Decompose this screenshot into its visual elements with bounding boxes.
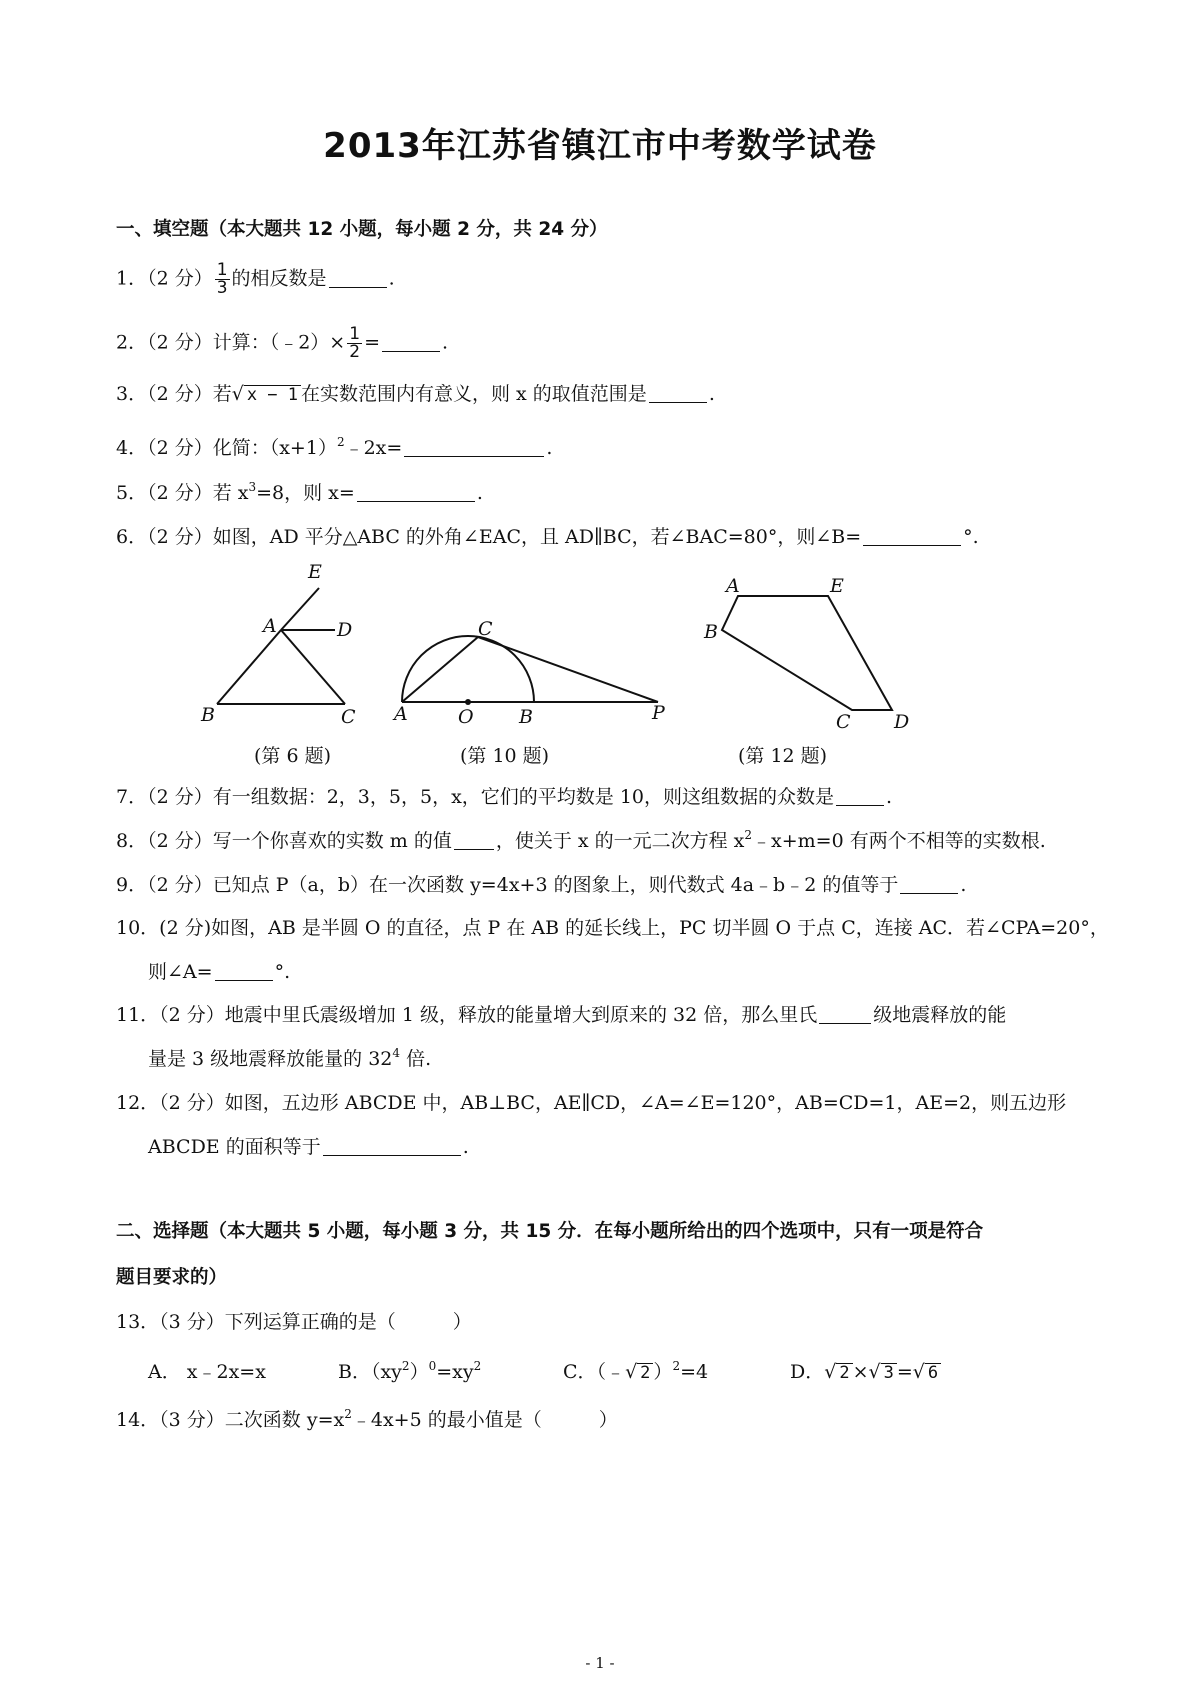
q6-degree: °.	[963, 526, 979, 548]
page-title: 2013年江苏省镇江市中考数学试卷	[323, 126, 877, 166]
label-a: A	[726, 575, 740, 597]
q4-text: ﹣2x=	[344, 437, 403, 459]
q13-option-a[interactable]: A． x﹣2x=x	[148, 1361, 266, 1383]
q9-answer-blank[interactable]	[900, 875, 958, 894]
label-c: C	[836, 711, 851, 733]
q10-answer-blank[interactable]	[215, 962, 273, 981]
q3-radicand: x − 1	[244, 385, 301, 404]
q1-answer-blank[interactable]	[329, 269, 387, 288]
section-2-heading-line-2: 题目要求的）	[116, 1267, 228, 1288]
q4-answer-blank[interactable]	[404, 438, 544, 457]
question-6	[116, 525, 979, 549]
q13-c-exponent: 2	[672, 1359, 681, 1373]
label-b: B	[704, 621, 718, 643]
q1-text: 的相反数是	[231, 267, 327, 290]
q8-prefix: 8．（2 分）写一个你喜欢的实数 m 的值	[116, 830, 452, 852]
q2-prefix: 2．（2 分）计算：（﹣2）×	[116, 331, 346, 354]
label-b: B	[519, 706, 533, 728]
q14-exponent: 2	[344, 1407, 352, 1421]
q6-text: 6．（2 分）如图，AD 平分△ABC 的外角∠EAC，且 AD∥BC，若∠BAC=80°，则∠B=	[116, 526, 862, 548]
q13-b-exp1: 2	[401, 1359, 410, 1373]
q13-option-b[interactable]	[338, 1357, 481, 1384]
label-c: C	[478, 618, 493, 640]
q13-d-radicand-1: 2	[836, 1363, 852, 1382]
q13-d-times: ×	[852, 1361, 869, 1383]
section-2-heading-line-1: 二、选择题（本大题共 5 小题，每小题 3 分，共 15 分．在每小题所给出的四个选项中，只有一项是符合	[116, 1221, 984, 1242]
q5-text: =8，则 x=	[256, 482, 355, 504]
q11-answer-blank[interactable]	[819, 1005, 871, 1024]
label-d: D	[337, 619, 353, 641]
q10-degree: °.	[274, 961, 291, 983]
q12-answer-blank[interactable]	[323, 1137, 461, 1156]
question-11-line-1	[116, 1003, 1006, 1027]
question-9: 9．（2 分）已知点 P（a，b）在一次函数 y=4x+3 的图象上，则代数式 4a﹣b﹣2 的值等于 .	[116, 874, 967, 896]
q1-fraction	[215, 262, 230, 297]
q8-text-end: ﹣x+m=0 有两个不相等的实数根.	[752, 830, 1046, 852]
label-a: A	[394, 703, 408, 725]
tangent-pc	[478, 637, 658, 702]
caption-figure-10: (第 10 题)	[460, 745, 550, 767]
page-number: - 1 -	[585, 1654, 615, 1672]
chord-ac	[402, 637, 478, 702]
q13-d-radicand-2: 3	[881, 1363, 897, 1382]
q8-text: ，使关于 x 的一元二次方程 x	[495, 830, 745, 852]
question-1: 1．（2 分） $\frac{1}{3}$ 的相反数是 .	[116, 260, 395, 298]
q11-exponent: 4	[392, 1046, 401, 1060]
question-12-line-2: ABCDE 的面积等于 .	[148, 1136, 469, 1158]
q13-option-d[interactable]	[790, 1357, 941, 1384]
question-14	[116, 1408, 618, 1432]
q2-numerator: 1	[349, 324, 361, 344]
question-11-line-2	[148, 1047, 431, 1071]
question-7: 7．（2 分）有一组数据：2，3，5，5，x，它们的平均数是 10，则这组数据的众数是 .	[116, 786, 893, 808]
q13-c-radicand: 2	[637, 1363, 653, 1382]
radical-sign: √	[912, 1361, 925, 1383]
q3-prefix: 3．（2 分）若	[116, 383, 232, 405]
q14-prefix: 14．（3 分）二次函数 y=x	[116, 1409, 345, 1431]
figure-q10	[390, 615, 680, 740]
q13-b-exp3: 2	[473, 1359, 482, 1373]
q8-exponent: 2	[744, 828, 753, 842]
label-c: C	[341, 706, 356, 728]
q4-exponent: 2	[336, 435, 345, 449]
label-e: E	[830, 575, 844, 597]
center-point-o	[465, 699, 471, 705]
q13-option-c[interactable]	[563, 1357, 708, 1384]
q6-answer-blank[interactable]	[863, 527, 961, 546]
q2-answer-blank[interactable]	[382, 333, 440, 352]
q13-b-text: B．（xy	[338, 1361, 402, 1383]
q1-prefix: 1．（2 分）	[116, 267, 213, 290]
question-3: 3．（2 分）若√ x − 1 在实数范围内有意义，则 x 的取值范围是 .	[116, 383, 715, 405]
q11-line2-text: 量是 3 级地震释放能量的 32	[148, 1048, 393, 1070]
question-2: 2．（2 分）计算：（﹣2）× $\frac{1}{2}$ = .	[116, 324, 449, 362]
q7-text: 7．（2 分）有一组数据：2，3，5，5，x，它们的平均数是 10，则这组数据的众数是	[116, 786, 835, 808]
label-d: D	[894, 711, 910, 733]
q5-exponent: 3	[248, 480, 257, 494]
q11-text-end: 级地震释放的能	[873, 1004, 1007, 1026]
q8-answer-blank[interactable]	[454, 831, 494, 850]
q13-d-radicand-3: 6	[925, 1363, 941, 1382]
figure-q6	[195, 560, 380, 735]
q3-text: 在实数范围内有意义，则 x 的取值范围是	[301, 383, 647, 405]
segment-ac	[281, 630, 345, 704]
q3-answer-blank[interactable]	[649, 384, 707, 403]
label-p: P	[652, 702, 665, 724]
question-13: 13．（3 分）下列运算正确的是（ ）	[116, 1311, 472, 1333]
q11-line2-end: 倍.	[400, 1048, 432, 1070]
segment-ba	[217, 630, 281, 704]
section-1-heading: 一、填空题（本大题共 12 小题，每小题 2 分，共 24 分）	[116, 219, 608, 240]
label-b: B	[201, 704, 215, 726]
caption-figure-12: (第 12 题)	[738, 745, 828, 767]
question-8	[116, 829, 1046, 853]
q9-text: 9．（2 分）已知点 P（a，b）在一次函数 y=4x+3 的图象上，则代数式 4a﹣b﹣2 的值等于	[116, 874, 899, 896]
q11-text: 11．（2 分）地震中里氏震级增加 1 级，释放的能量增大到原来的 32 倍，那么里氏	[116, 1004, 818, 1026]
q13-c-open: （﹣	[596, 1361, 626, 1383]
q13-b-paren: ）	[409, 1361, 429, 1383]
q5-prefix: 5．（2 分）若 x	[116, 482, 249, 504]
q1-denominator: 3	[216, 278, 228, 298]
label-a: A	[263, 615, 277, 637]
q10-prefix: 则∠A=	[148, 961, 213, 983]
q5-answer-blank[interactable]	[357, 483, 475, 502]
q4-prefix: 4．（2 分）化简：（x+1）	[116, 437, 337, 459]
q2-equals: =	[364, 331, 380, 354]
q12-text: ABCDE 的面积等于	[148, 1136, 321, 1158]
question-10-line-1: 10．(2 分)如图，AB 是半圆 O 的直径，点 P 在 AB 的延长线上，PC 切半圆 O 于点 C，连接 AC．若∠CPA=20°，	[116, 917, 1109, 939]
q13-d-label: D．	[790, 1361, 825, 1383]
q2-fraction	[347, 326, 362, 361]
q13-c-close: ）	[653, 1361, 673, 1383]
q13-c-rhs: =4	[680, 1361, 709, 1383]
q7-answer-blank[interactable]	[836, 787, 884, 806]
question-10-line-2	[148, 960, 290, 984]
q13-b-exp2: 0	[428, 1359, 437, 1373]
q3-radical-sign: √	[231, 383, 244, 405]
segment-ae	[281, 588, 319, 630]
pentagon-abcde	[722, 596, 892, 710]
caption-figure-6: (第 6 题)	[254, 745, 331, 767]
q14-text: ﹣4x+5 的最小值是（ ）	[351, 1409, 618, 1431]
question-5: 5．（2 分）若 $x^3=8$，则 x= .	[116, 480, 483, 504]
q2-denominator: 2	[349, 342, 361, 362]
figure-q12	[700, 568, 920, 733]
label-o: O	[458, 706, 474, 728]
q13-c-label: C．	[563, 1361, 597, 1383]
radical-sign: √	[824, 1361, 837, 1383]
q1-numerator: 1	[216, 260, 228, 280]
radical-sign: √	[625, 1361, 638, 1383]
q13-d-equals: =	[896, 1361, 913, 1383]
radical-sign: √	[868, 1361, 881, 1383]
q13-b-rhs: =xy	[436, 1361, 474, 1383]
label-e: E	[308, 561, 322, 583]
question-12-line-1: 12．（2 分）如图，五边形 ABCDE 中，AB⊥BC，AE∥CD，∠A=∠E=120°，AB=CD=1，AE=2，则五边形	[116, 1092, 1067, 1114]
question-4: 4．（2 分）化简：$(x+1)^2﹣2x=$ .	[116, 435, 553, 459]
